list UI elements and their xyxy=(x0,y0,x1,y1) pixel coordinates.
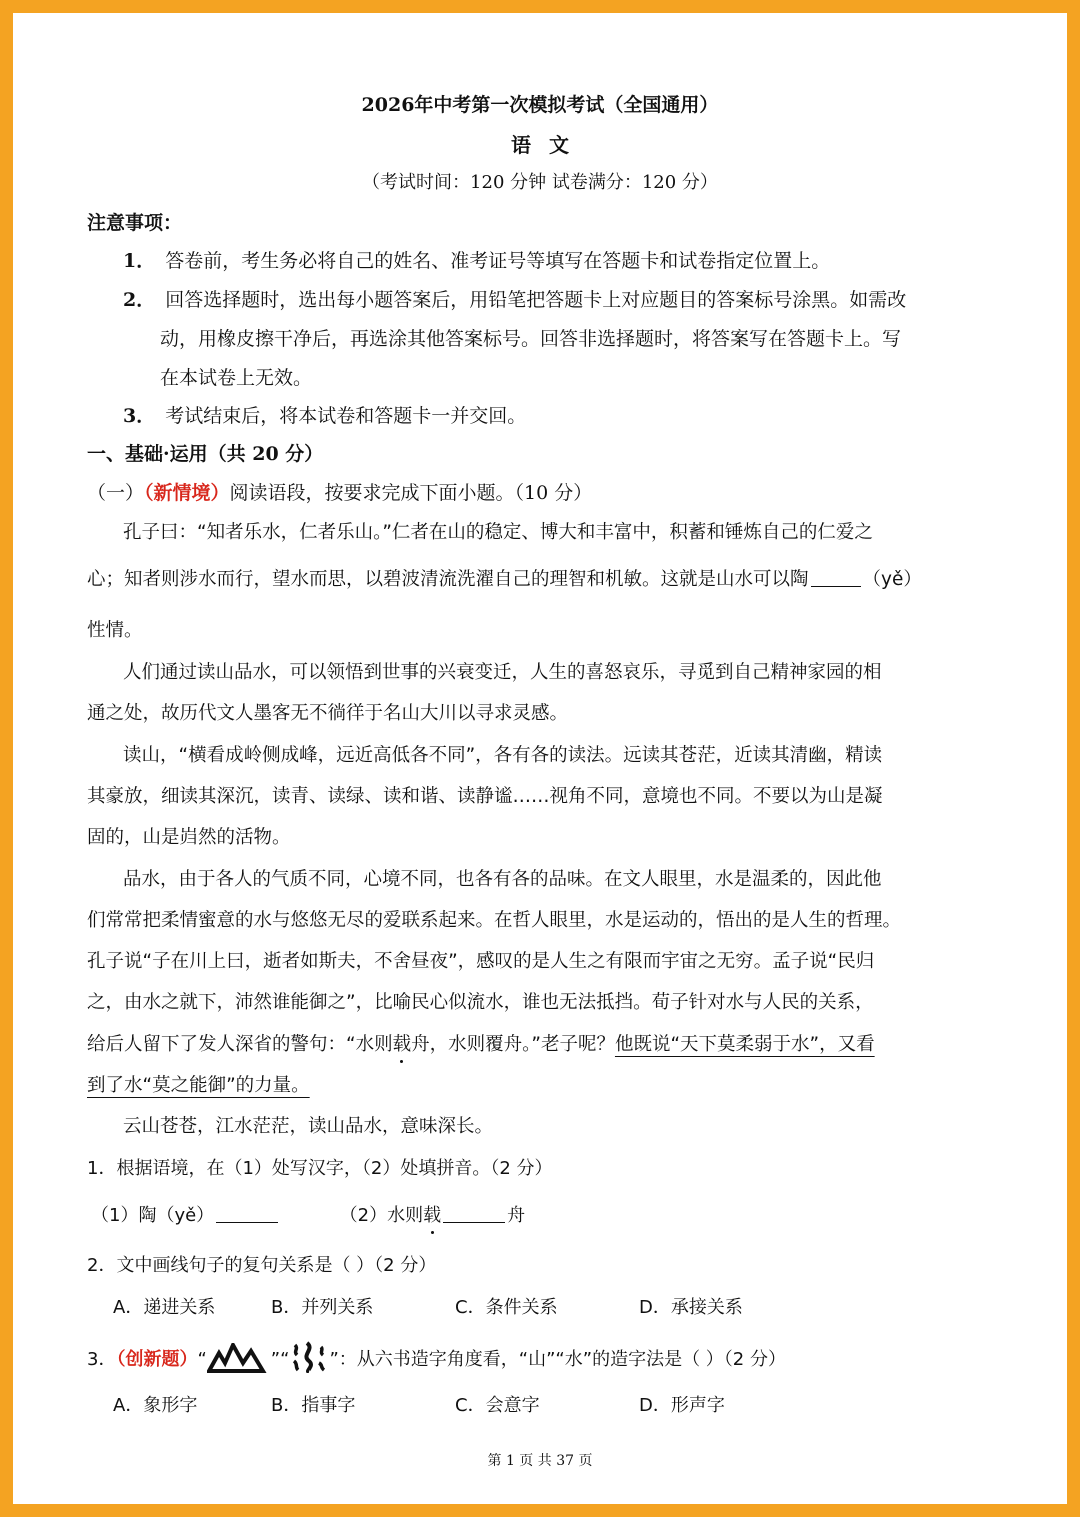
q3-quote: ” xyxy=(329,1349,339,1370)
passage-line: 性情。 xyxy=(87,620,143,641)
exam-page xyxy=(13,13,1067,1504)
passage-line: 云山苍苍，江水茫茫，读山品水，意味深长。 xyxy=(123,1116,494,1137)
passage-line xyxy=(87,1030,875,1056)
exam-info: （考试时间：120 分钟 试卷满分：120 分） xyxy=(362,172,718,193)
dotted-character: 载 xyxy=(392,1034,412,1055)
section-heading: 一、基础·运用（共 20 分） xyxy=(87,443,324,465)
subsection-heading xyxy=(87,478,592,505)
q1-answer-blank-2[interactable] xyxy=(443,1204,505,1223)
subsection-text: 阅读语段，按要求完成下面小题。（10 分） xyxy=(229,482,593,504)
passage-text: 给后人留下了发人深省的警句：“水则 xyxy=(87,1034,393,1055)
underlined-sentence: 他既说“天下莫柔弱于水”，又看 xyxy=(614,1034,875,1055)
q2-option-b[interactable]: B．并列关系 xyxy=(271,1297,374,1318)
water-glyph-icon xyxy=(289,1341,329,1373)
notice-item-2-line-2: 动，用橡皮擦干净后，再选涂其他答案标号。回答非选择题时，将答案写在答题卡上。写 xyxy=(160,328,902,350)
subsection-prefix: （一） xyxy=(87,482,145,504)
q2-option-a[interactable]: A．递进关系 xyxy=(113,1297,216,1318)
q3-tag: （创新题） xyxy=(116,1349,198,1370)
underlined-sentence: 到了水“莫之能御”的力量。 xyxy=(87,1075,310,1096)
passage-line xyxy=(87,565,922,591)
q3-quote: “ xyxy=(197,1349,207,1370)
notice-item-2-line-3: 在本试卷上无效。 xyxy=(160,367,313,389)
q1-answer-blank-1[interactable] xyxy=(216,1204,278,1223)
notice-item-number: 2． xyxy=(123,289,156,311)
notice-heading: 注意事项： xyxy=(87,212,183,234)
notice-item-3 xyxy=(123,401,526,428)
question-2-stem: 2．文中画线句子的复句关系是（ ）（2 分） xyxy=(87,1255,437,1276)
q2-option-c[interactable]: C．条件关系 xyxy=(455,1297,558,1318)
notice-item-number: 3． xyxy=(123,405,156,427)
blank-1 xyxy=(811,568,861,587)
passage-line: 人们通过读山品水，可以领悟到世事的兴衰变迁，人生的喜怒哀乐，寻觅到自己精神家园的相 xyxy=(123,662,882,683)
mountain-glyph-icon xyxy=(207,1343,271,1373)
passage-line: 之，由水之就下，沛然谁能御之”，比喻民心似流水，谁也无法抵挡。荀子针对水与人民的关系， xyxy=(87,992,874,1013)
q3-option-a[interactable]: A．象形字 xyxy=(113,1395,198,1416)
notice-item-number: 1． xyxy=(123,250,156,272)
subsection-tag: （新情境） xyxy=(144,482,230,504)
q1-part1-label: （1）陶（yě） xyxy=(91,1205,215,1226)
question-1-stem: 1．根据语境，在（1）处写汉字，（2）处填拼音。（2 分） xyxy=(87,1158,553,1179)
q3-option-c[interactable]: C．会意字 xyxy=(455,1395,540,1416)
q1-part2-tail: 舟 xyxy=(507,1205,526,1226)
exam-subject: 语文 xyxy=(511,133,587,157)
notice-item-2 xyxy=(123,285,906,312)
passage-line: 品水，由于各人的气质不同，心境不同，也各有各的品味。在文人眼里，水是温柔的，因此他 xyxy=(123,869,882,890)
passage-line: 们常常把柔情蜜意的水与悠悠无尽的爱联系起来。在哲人眼里，水是运动的，悟出的是人生的哲理。 xyxy=(87,910,902,931)
notice-item-1 xyxy=(123,246,830,273)
passage-line: 固的，山是岿然的活物。 xyxy=(87,827,291,848)
passage-line: 读山，“横看成岭侧成峰，远近高低各不同”，各有各的读法。远读其苍茫，近读其清幽，精读 xyxy=(123,745,883,766)
q3-quote: ”“ xyxy=(270,1349,290,1370)
q3-option-d[interactable]: D．形声字 xyxy=(639,1395,725,1416)
notice-item-text: 答卷前，考生务必将自己的姓名、准考证号等填写在答题卡和试卷指定位置上。 xyxy=(165,250,831,272)
dotted-character: 载 xyxy=(423,1205,442,1226)
question-1-parts xyxy=(91,1201,525,1227)
notice-item-text: 考试结束后，将本试卷和答题卡一并交回。 xyxy=(165,405,527,427)
passage-text: 舟，水则覆舟。”老子呢？ xyxy=(411,1034,615,1055)
notice-item-text: 回答选择题时，选出每小题答案后，用铅笔把答题卡上对应题目的答案标号涂黑。如需改 xyxy=(165,289,907,311)
page-footer: 第 1 页 共 37 页 xyxy=(487,1453,593,1469)
passage-line: 其豪放，细读其深沉，读青、读绿、读和谐、读静谧……视角不同，意境也不同。不要以为山是凝 xyxy=(87,786,883,807)
q3-option-b[interactable]: B．指事字 xyxy=(271,1395,356,1416)
q3-number: 3． xyxy=(87,1349,117,1370)
q2-option-d[interactable]: D．承接关系 xyxy=(639,1297,743,1318)
passage-line: 通之处，故历代文人墨客无不徜徉于名山大川以寻求灵感。 xyxy=(87,703,569,724)
passage-text: 心；知者则涉水而行，望水而思，以碧波清流洗濯自己的理智和机敏。这就是山水可以陶 xyxy=(87,569,809,590)
exam-title: 2026年中考第一次模拟考试（全国通用） xyxy=(361,94,719,116)
q1-part2-label: （2）水则 xyxy=(339,1205,424,1226)
pinyin-hint: （yě） xyxy=(862,569,922,590)
question-3-stem xyxy=(87,1341,786,1373)
passage-line: 孔子说“子在川上曰，逝者如斯夫，不舍昼夜”，感叹的是人生之有限而宇宙之无穷。孟子说“民归 xyxy=(87,951,875,972)
passage-line xyxy=(87,1071,310,1097)
q3-text: ：从六书造字角度看，“山”“水”的造字法是（ ）（2 分） xyxy=(338,1349,786,1370)
passage-line: 孔子曰：“知者乐水，仁者乐山。”仁者在山的稳定、博大和丰富中，积蓄和锤炼自己的仁爱之 xyxy=(123,522,873,543)
